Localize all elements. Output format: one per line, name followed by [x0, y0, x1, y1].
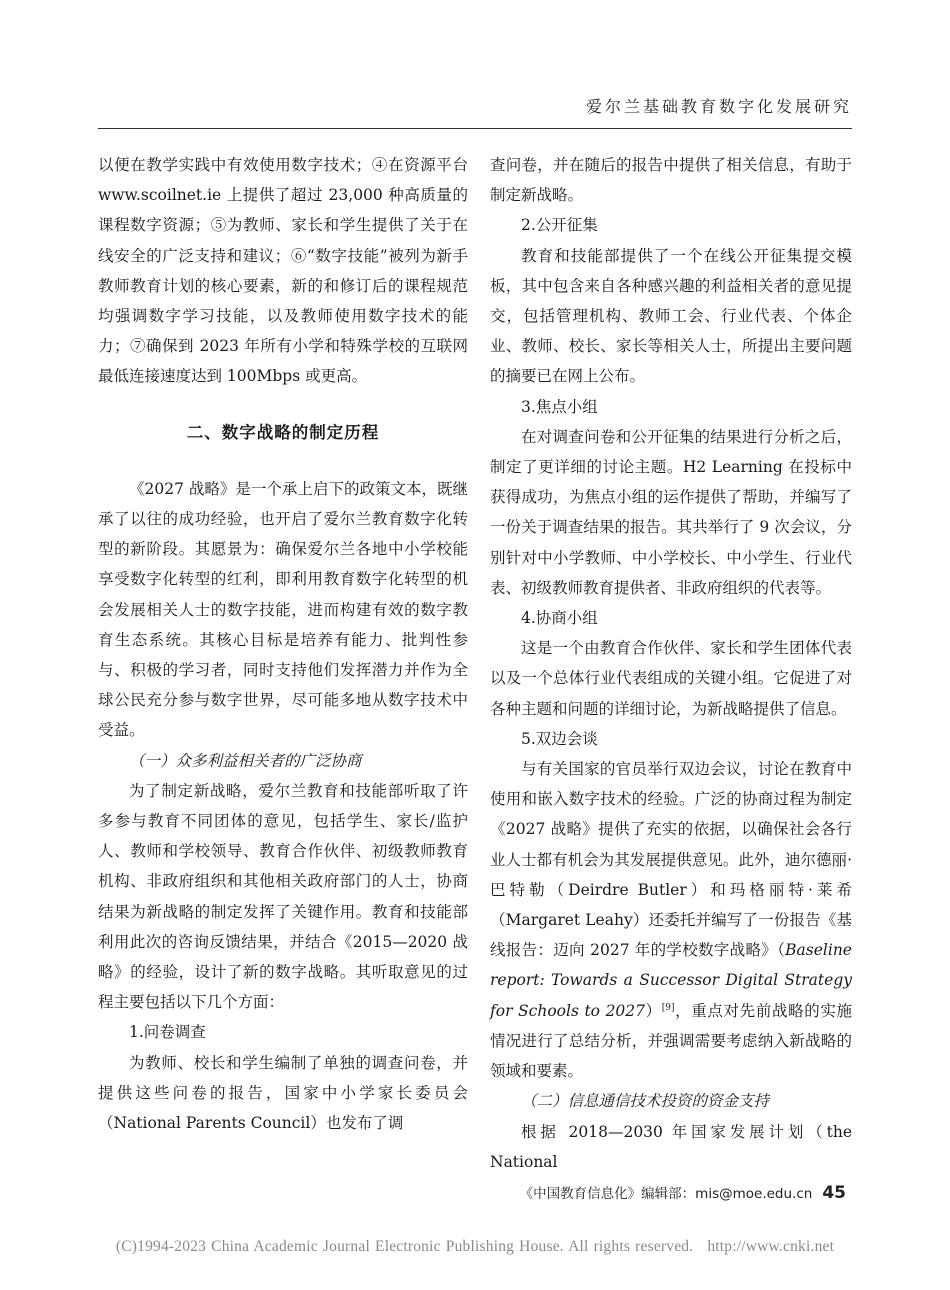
item-heading: 3.焦点小组 [521, 397, 598, 416]
page-footer [0, 1182, 846, 1203]
text-run: ） [645, 1001, 662, 1020]
cnki-url[interactable]: http://www.cnki.net [707, 1238, 835, 1255]
item-heading: 2.公开征集 [521, 216, 598, 235]
section-title: 二、数字战略的制定历程 [186, 422, 380, 442]
paragraph: 为了制定新战略，爱尔兰教育和技能部听取了许多参与教育不同团体的意见，包括学生、家长/监护人、教师和学校领导、教育合作伙伴、初级教师教育机构、非政府组织和其他相关政府部门的人士，协商结果为新战略的制定发挥了关键作用。教育和技能部利用此次的咨询反馈结果，并结合《2015—2020 战略》的经验，设计了新的数字战略。其听取意见的过程主要包括以下几个方面： [98, 781, 468, 1012]
running-header: 爱尔兰基础教育数字化发展研究 [585, 97, 852, 116]
paragraph [490, 754, 852, 1086]
item-heading: 1.问卷调查 [129, 1023, 206, 1042]
item-heading: 5.双边会谈 [521, 729, 598, 748]
paragraph: 在对调查问卷和公开征集的结果进行分析之后，制定了更详细的讨论主题。H2 Learning 在投标中获得成功，为焦点小组的运作提供了帮助，并编写了一份关于调查结果的报告。其共举行了 9 次会议，分别针对中小学教师、中小学校长、中小学生、行业代表、初级教师教育提供者、非政府组织的代表等。 [490, 427, 852, 597]
subsection-title: （二）信息通信技术投资的资金支持 [521, 1092, 770, 1111]
paragraph: 查问卷，并在随后的报告中提供了相关信息，有助于制定新战略。 [490, 156, 852, 205]
paragraph: 根据 2018—2030 年国家发展计划（the National [490, 1122, 852, 1171]
text-run: 与有关国家的官员举行双边会议，讨论在教育中使用和嵌入数字技术的经验。广泛的协商过程为制定《2027 战略》提供了充实的依据，以确保社会各行业人士都有机会为其发展提供意见。此外，迪尔德丽·巴特勒（Deirdre Butler）和玛格丽特·莱希（Margaret Leahy）还委托并编写了一份报告《基线报告：迈向 2027 年的学校数字战略》（ [490, 760, 852, 960]
paragraph: 为教师、校长和学生编制了单独的调查问卷，并提供这些问卷的报告，国家中小学家长委员会（National Parents Council）也发布了调 [98, 1053, 468, 1133]
italic-title: Baseline report: Towards a Successor Digital Strategy for Schools to 2027 [490, 941, 852, 1020]
paragraph: 以便在教学实践中有效使用数字技术；④在资源平台 www.scoilnet.ie 上提供了超过 23,000 种高质量的课程数字资源；⑤为教师、家长和学生提供了关于在线安全的广泛支持和建议；⑥“数字技能”被列为新手教师教育计划的核心要素，新的和修订后的课程规范均强调数字学习技能，以及教师使用数字技术的能力；⑦确保到 2023 年所有小学和特殊学校的互联网最低连接速度达到 100Mbps 或更高。 [98, 156, 468, 386]
item-heading: 4.协商小组 [521, 609, 598, 628]
paragraph: 教育和技能部提供了一个在线公开征集提交模板，其中包含来自各种感兴趣的利益相关者的意见提交，包括管理机构、教师工会、行业代表、个体企业、教师、校长、家长等相关人士，所提出主要问题的摘要已在网上公布。 [490, 246, 852, 386]
citation-ref: [9] [661, 1002, 675, 1013]
header-rule [98, 128, 852, 129]
subsection-title: （一）众多利益相关者的广泛协商 [129, 751, 362, 770]
left-column [98, 150, 468, 1138]
copyright-watermark [0, 1238, 950, 1256]
paragraph: 《2027 战略》是一个承上启下的政策文本，既继承了以往的成功经验，也开启了爱尔兰教育数字化转型的新阶段。其愿景为：确保爱尔兰各地中小学校能享受数字化转型的红利，即利用教育数字化转型的机会发展相关人士的数字技能，进而构建有效的数字教育生态系统。其核心目标是培养有能力、批判性参与、积极的学习者，同时支持他们发挥潜力并作为全球公民充分参与数字世界，尽可能多地从数字技术中受益。 [98, 479, 468, 740]
paragraph: 这是一个由教育合作伙伴、家长和学生团体代表以及一个总体行业代表组成的关键小组。它促进了对各种主题和问题的详细讨论，为新战略提供了信息。 [490, 639, 852, 718]
page-number: 45 [822, 1183, 846, 1203]
journal-info: 《中国教育信息化》编辑部：mis@moe.edu.cn [519, 1186, 813, 1202]
copyright-text: (C)1994-2023 China Academic Journal Electronic Publishing House. All rights reserved. [115, 1238, 694, 1255]
text-run: ，重点对先前战略的实施情况进行了总结分析，并强调需要考虑纳入新战略的领域和要素。 [490, 1001, 852, 1081]
right-column [490, 150, 852, 1177]
